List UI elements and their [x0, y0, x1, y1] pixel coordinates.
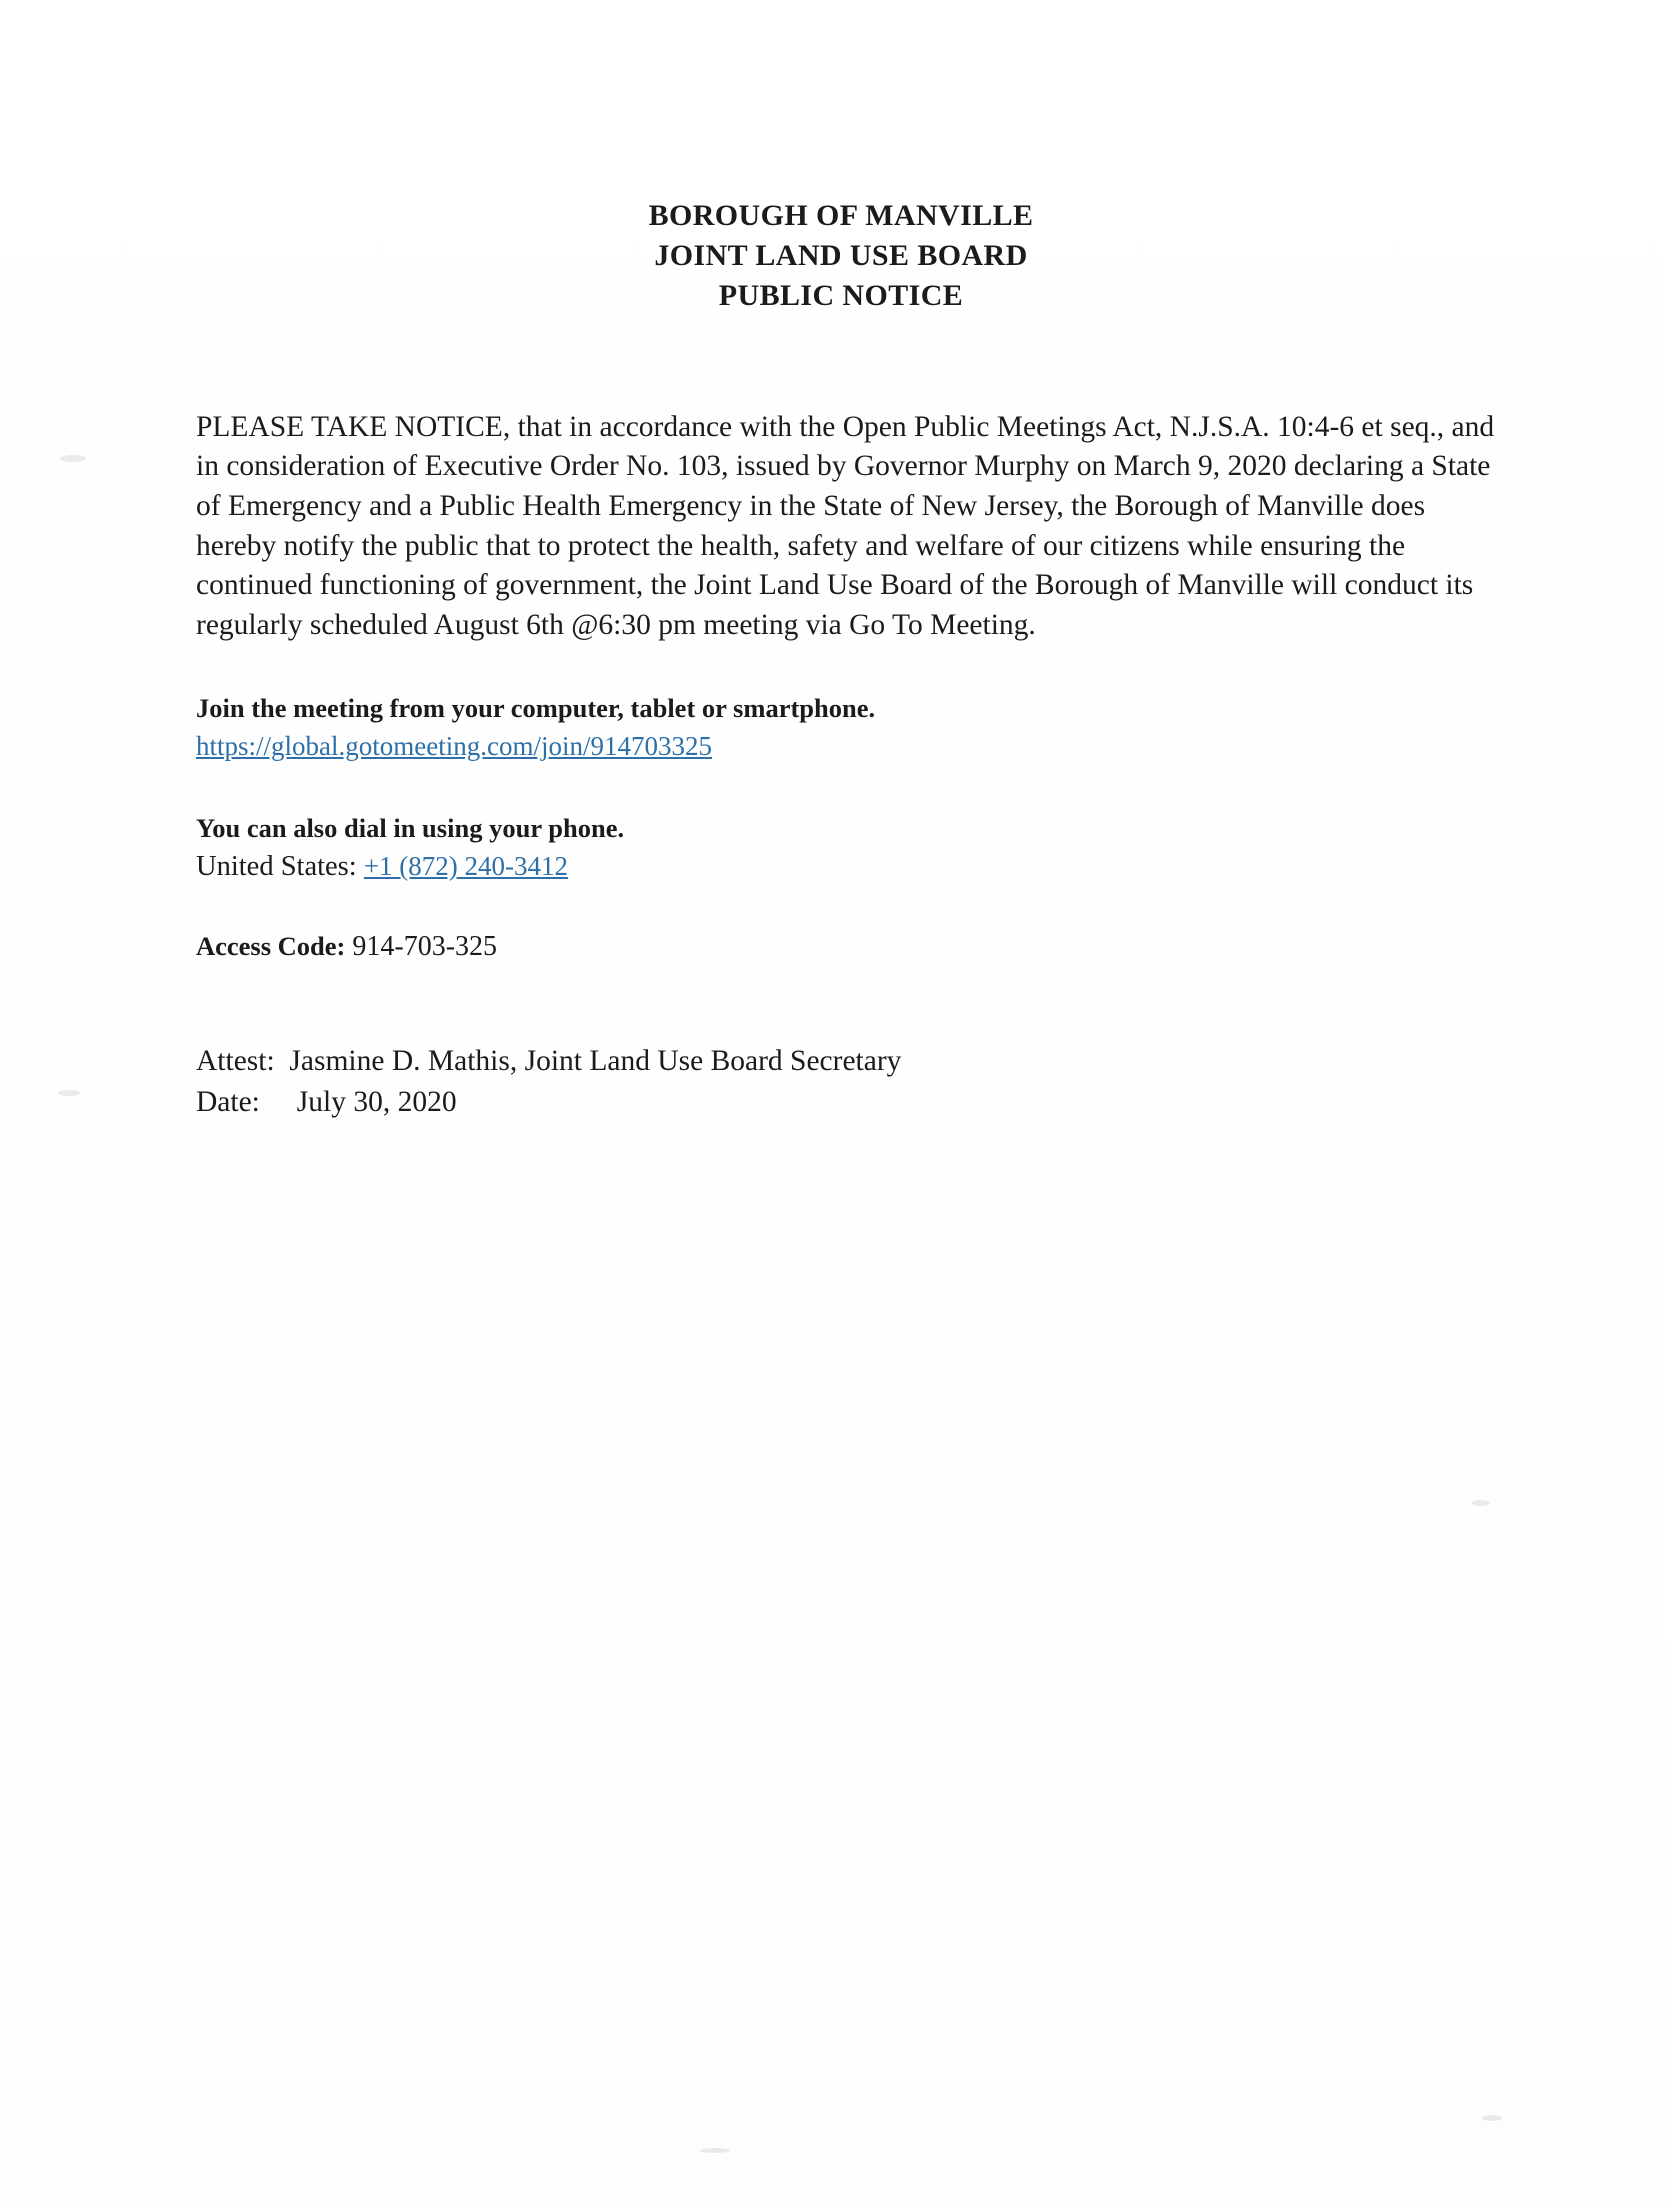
date-row	[196, 1082, 1496, 1123]
signoff-block	[196, 1041, 1496, 1122]
gotomeeting-join-link[interactable]: https://global.gotomeeting.com/join/914703325	[196, 730, 712, 761]
title-line-3: PUBLIC NOTICE	[718, 278, 964, 312]
date-value: July 30, 2020	[259, 1085, 457, 1118]
dial-in-heading: You can also dial in using your phone.	[196, 812, 625, 843]
date-label: Date:	[196, 1085, 260, 1118]
access-code-label: Access Code:	[196, 930, 346, 961]
title-line-2: JOINT LAND USE BOARD	[654, 238, 1028, 272]
attest-row	[196, 1041, 1496, 1082]
scan-smudge	[58, 1090, 80, 1096]
join-meeting-section	[196, 690, 1496, 766]
scan-smudge	[1482, 2115, 1502, 2121]
attest-label: Attest:	[196, 1044, 275, 1077]
join-meeting-heading: Join the meeting from your computer, tablet or smartphone.	[196, 692, 876, 723]
document-content	[196, 196, 1496, 1122]
scan-smudge	[700, 2148, 730, 2153]
dial-in-country-label: United States:	[196, 851, 364, 883]
notice-body	[196, 408, 1496, 646]
scan-smudge	[60, 455, 86, 462]
attest-value: Jasmine D. Mathis, Joint Land Use Board Secretary	[274, 1044, 902, 1077]
access-code-value: 914-703-325	[345, 930, 498, 962]
title-line-1: BOROUGH OF MANVILLE	[648, 199, 1034, 232]
dial-in-phone-link[interactable]: +1 (872) 240-3412	[363, 851, 569, 882]
dial-in-section	[196, 810, 1496, 887]
notice-paragraph: PLEASE TAKE NOTICE, that in accordance with the Open Public Meetings Act, N.J.S.A. 10:4-6 et seq., and in consideration of Executive Order No. 103, issued by Governor Murphy on March 9, 2020 declaring a State of Emergency and a Public Health Emergency in the State of New Jersey, the Borough of Manville does hereby notify the public that to protect the health, safety and welfare of our citizens while ensuring the continued functioning of government, the Joint Land Use Board of the Borough of Manville will conduct its regularly scheduled August 6th @6:30 pm meeting via Go To Meeting.	[196, 410, 1495, 642]
page-title	[186, 196, 1496, 316]
scan-smudge	[1472, 1500, 1490, 1506]
access-code-row	[196, 931, 1496, 963]
